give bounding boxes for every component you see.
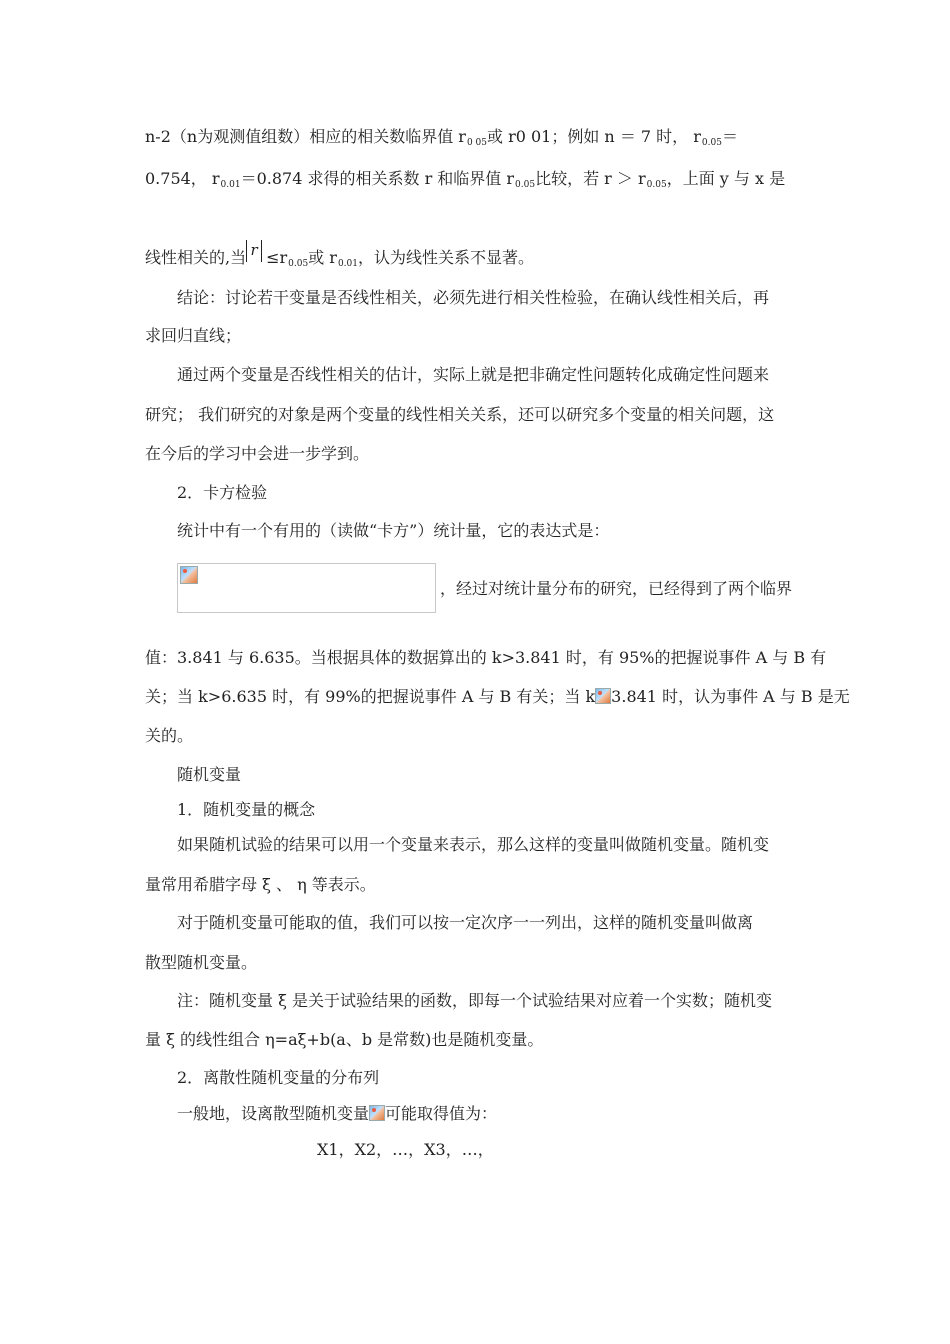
- text-line: 值：3.841 与 6.635。当根据具体的数据算出的 k>3.841 时，有 95%的把握说事件 A 与 B 有: [145, 648, 827, 667]
- text-span: 线性相关的,当: [145, 248, 247, 267]
- section-heading: 2．卡方检验: [177, 483, 268, 502]
- text-line: 量 ξ 的线性组合 η=aξ+b(a、b 是常数)也是随机变量。: [145, 1030, 544, 1049]
- text-span: ≤r: [266, 248, 288, 267]
- text-line: 通过两个变量是否线性相关的估计，实际上就是把非确定性问题转化成确定性问题来: [177, 365, 770, 384]
- text-line: [145, 126, 738, 154]
- text-span: ，认为线性关系不显著。: [358, 248, 535, 267]
- text-line: 注：随机变量 ξ 是关于试验结果的函数，即每一个试验结果对应着一个实数；随机变: [177, 991, 772, 1010]
- subscript: 0.05: [646, 180, 667, 190]
- section-heading: 2．离散性随机变量的分布列: [177, 1068, 380, 1087]
- text-span: 可能取得值为：: [385, 1104, 498, 1123]
- text-span: 比较，若 r ＞ r: [535, 169, 646, 188]
- text-span: 3.841 时，认为事件 A 与 B 是无: [611, 687, 850, 706]
- broken-image-icon: [595, 688, 611, 704]
- subscript: 0.01: [220, 180, 241, 190]
- values-line: X1，X2，…，X3，…，: [317, 1140, 494, 1159]
- text-span: 关；当 k>6.635 时，有 99%的把握说事件 A 与 B 有关；当 k: [145, 687, 596, 706]
- text-span: ＝0.874 求得的相关系数 r 和临界值 r: [240, 169, 515, 188]
- text-line: [145, 168, 785, 196]
- text-line: 研究； 我们研究的对象是两个变量的线性相关关系，还可以研究多个变量的相关问题，这: [145, 405, 775, 424]
- text-line: 求回归直线；: [145, 326, 242, 345]
- subscript: 0 05: [466, 138, 487, 148]
- broken-image-icon: [180, 566, 198, 584]
- text-line: [145, 686, 850, 708]
- text-span: 0.754， r: [145, 169, 220, 188]
- text-line: 在今后的学习中会进一步学到。: [145, 444, 370, 463]
- text-span: 或 r0 01；例如 n ＝ 7 时， r: [486, 127, 701, 146]
- text-span: ，上面 y 与 x 是: [666, 169, 786, 188]
- text-line: 关的。: [145, 726, 194, 745]
- subscript: 0.05: [701, 138, 722, 148]
- text-span: 或 r: [308, 248, 337, 267]
- text-line: 统计中有一个有用的（读做“卡方”）统计量，它的表达式是：: [177, 521, 610, 540]
- subscript: 0.05: [515, 180, 536, 190]
- text-line: 散型随机变量。: [145, 953, 258, 972]
- text-line: 如果随机试验的结果可以用一个变量来表示，那么这样的变量叫做随机变量。随机变: [177, 835, 770, 854]
- text-span: ＝: [721, 127, 738, 146]
- text-line: 结论：讨论若干变量是否线性相关，必须先进行相关性检验，在确认线性相关后，再: [177, 288, 770, 307]
- text-span: 一般地，设离散型随机变量: [177, 1104, 370, 1123]
- text-line: [177, 1103, 497, 1125]
- abs-r-formula: r: [246, 240, 262, 262]
- text-line: [145, 240, 534, 275]
- chi-square-formula-image: [177, 563, 436, 613]
- subscript: 0.01: [337, 259, 358, 269]
- text-line: 量常用希腊字母 ξ 、 η 等表示。: [145, 875, 376, 894]
- text-line: 对于随机变量可能取的值，我们可以按一定次序一一列出，这样的随机变量叫做离: [177, 913, 754, 932]
- section-heading: 随机变量: [177, 765, 242, 784]
- section-heading: 1．随机变量的概念: [177, 800, 316, 819]
- text-line: ，经过对统计量分布的研究，已经得到了两个临界: [440, 579, 793, 598]
- subscript: 0.05: [288, 259, 309, 269]
- broken-image-icon: [369, 1105, 385, 1121]
- text-span: n-2（n为观测值组数）相应的相关数临界值 r: [145, 127, 466, 146]
